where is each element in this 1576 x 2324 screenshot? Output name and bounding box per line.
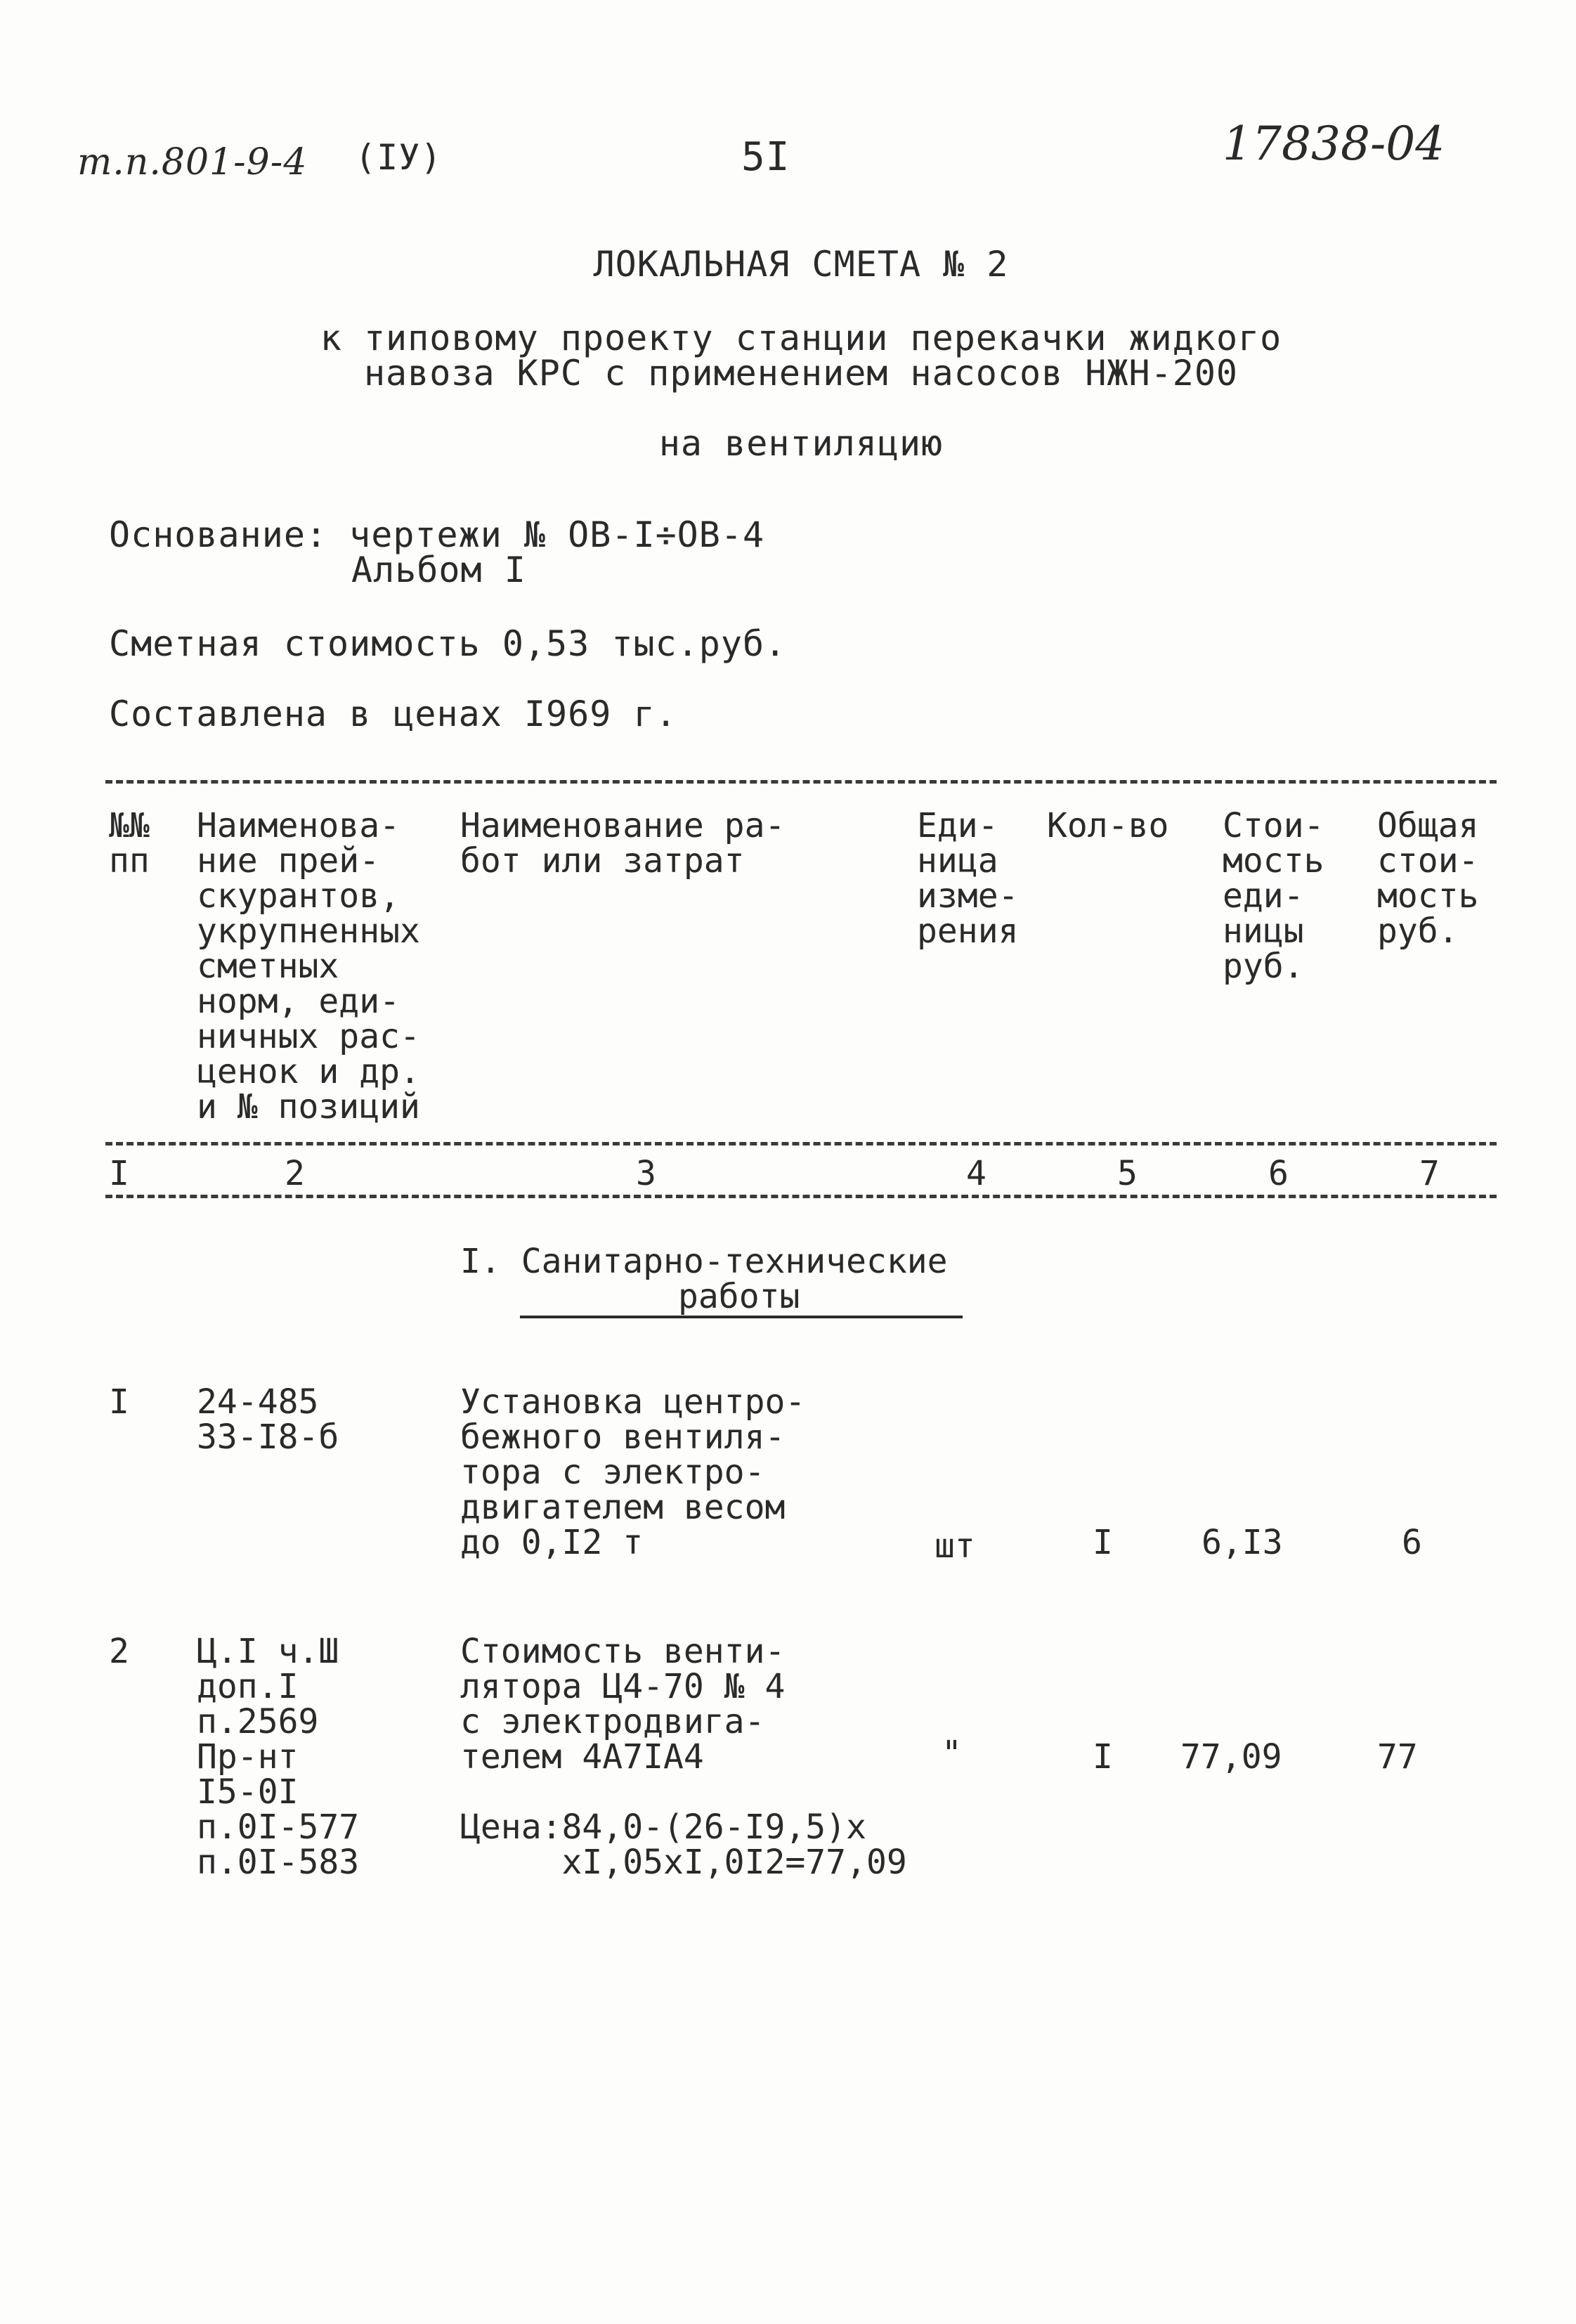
column-number-4: 4 — [966, 1154, 986, 1193]
column-header-unit-cost: Стои- мость еди- ницы руб. — [1223, 806, 1324, 986]
column-number-5: 5 — [1117, 1154, 1138, 1193]
row-1-work-name: Установка центро- бежного вентиля- тора с электро- двигателем весом до 0,I2 т — [460, 1382, 806, 1562]
title-subtitle-line2: навоза КРС с применением насосов НЖН-200 — [363, 353, 1239, 394]
row-1-number: I — [109, 1382, 129, 1422]
basis-line1: Основание: чертежи № ОВ-I÷ОВ-4 — [109, 514, 765, 555]
row-1-quantity: I — [1093, 1523, 1113, 1562]
row-1-unit: шт — [934, 1526, 975, 1566]
column-numbers-bottom-rule — [105, 1195, 1497, 1198]
section-title: I. Санитарно-технические — [460, 1242, 948, 1281]
row-2-work-name: Стоимость венти- лятора Ц4-70 № 4 с электродвига- телем 4А7IА4 — [460, 1632, 786, 1777]
stamp-number: 17838-04 — [1223, 117, 1445, 171]
project-reference: т.п.801-9-4 — [77, 141, 308, 183]
section-title-underline — [520, 1316, 963, 1318]
row-2-unit-cost: 77,09 — [1180, 1737, 1282, 1777]
column-numbers-top-rule — [105, 1142, 1497, 1145]
row-1-unit-cost: 6,I3 — [1201, 1523, 1283, 1562]
column-number-2: 2 — [285, 1154, 305, 1193]
column-number-3: 3 — [636, 1154, 656, 1193]
estimated-cost: Сметная стоимость 0,53 тыс.руб. — [109, 623, 787, 664]
section-title-continued: работы — [678, 1277, 800, 1316]
project-part: (IУ) — [355, 137, 443, 178]
column-header-reference: Наименова- ние прей- скурантов, укрупненных сметных норм, еди- ничных рас- ценок и др. и № позиций — [197, 806, 420, 1127]
column-number-6: 6 — [1268, 1154, 1289, 1193]
row-2-unit: " — [942, 1734, 962, 1773]
row-2-reference: Ц.I ч.Ш доп.I п.2569 Пр-нт I5-0I п.0I-577 п.0I-583 — [197, 1632, 360, 1882]
column-header-unit: Еди- ница изме- рения — [917, 806, 1019, 951]
row-2-total-cost: 77 — [1377, 1737, 1418, 1777]
column-number-1: I — [109, 1154, 129, 1193]
column-header-number: №№ пп — [109, 806, 150, 881]
row-2-quantity: I — [1093, 1737, 1113, 1777]
table-top-rule — [105, 780, 1497, 784]
basis-line2: Альбом I — [351, 550, 526, 590]
row-1-reference: 24-485 33-I8-б — [197, 1382, 339, 1457]
prices-basis: Составлена в ценах I969 г. — [109, 694, 677, 734]
document-title: ЛОКАЛЬНАЯ СМЕТА № 2 — [593, 244, 1009, 285]
column-header-work-name: Наименование ра- бот или затрат — [460, 806, 786, 881]
title-subject: на вентиляцию — [658, 423, 944, 464]
row-2-price-formula: Цена:84,0-(26-I9,5)х хI,05хI,0I2=77,09 — [460, 1807, 907, 1882]
title-subtitle-line1: к типовому проекту станции перекачки жидкого — [320, 318, 1282, 358]
column-header-quantity: Кол-во — [1047, 806, 1169, 845]
page-number: 5I — [741, 134, 790, 180]
row-2-number: 2 — [109, 1632, 129, 1671]
column-header-total-cost: Общая стои- мость руб. — [1377, 806, 1479, 951]
row-1-total-cost: 6 — [1402, 1523, 1422, 1562]
column-number-7: 7 — [1419, 1154, 1440, 1193]
